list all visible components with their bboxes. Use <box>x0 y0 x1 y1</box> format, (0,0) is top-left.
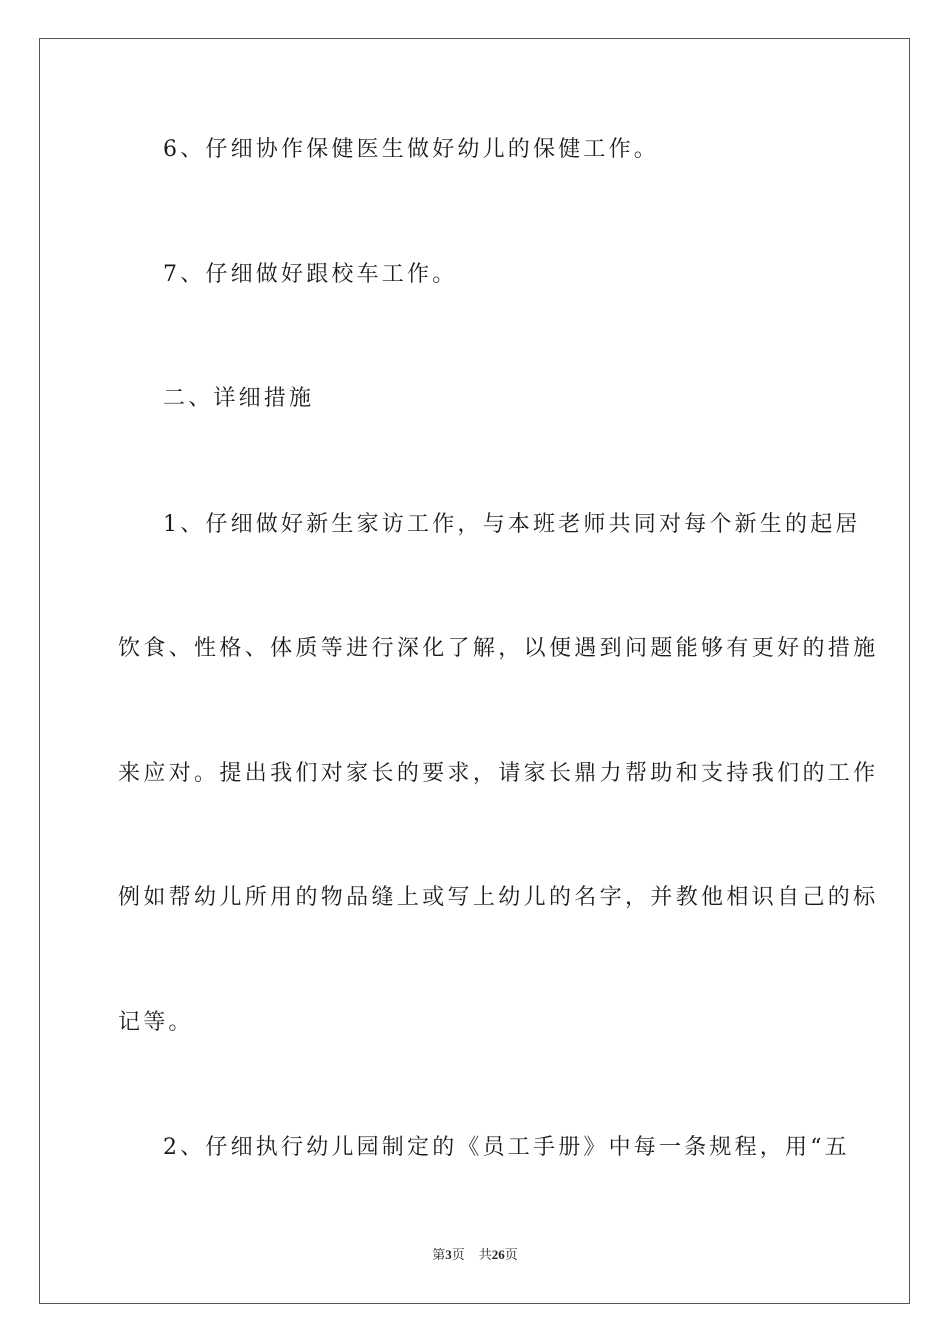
paragraph-1-line-2: 饮食、性格、体质等进行深化了解，以便遇到问题能够有更好的措施 <box>118 636 879 661</box>
total-suffix: 页 <box>504 1247 518 1262</box>
paragraph-2-line-1: 2、仔细执行幼儿园制定的《员工手册》中每一条规程，用“五 <box>163 1135 850 1160</box>
page-border <box>39 38 910 1304</box>
page-suffix: 页 <box>451 1247 465 1262</box>
page-prefix: 第 <box>432 1247 446 1262</box>
section-heading: 二、详细措施 <box>163 386 315 411</box>
paragraph-1-line-3: 来应对。提出我们对家长的要求，请家长鼎力帮助和支持我们的工作 <box>118 761 879 786</box>
page-footer <box>0 1246 950 1264</box>
paragraph-1-line-5: 记等。 <box>118 1010 194 1035</box>
page-number: 3 <box>445 1247 452 1262</box>
total-prefix: 共 <box>478 1247 492 1262</box>
paragraph-1-line-4: 例如帮幼儿所用的物品缝上或写上幼儿的名字，并教他相识自己的标 <box>118 885 879 910</box>
paragraph-1-line-1: 1、仔细做好新生家访工作，与本班老师共同对每个新生的起居 <box>163 512 861 537</box>
total-pages: 26 <box>491 1247 505 1262</box>
item-7-line: 7、仔细做好跟校车工作。 <box>163 262 458 287</box>
item-6-line: 6、仔细协作保健医生做好幼儿的保健工作。 <box>163 137 659 162</box>
